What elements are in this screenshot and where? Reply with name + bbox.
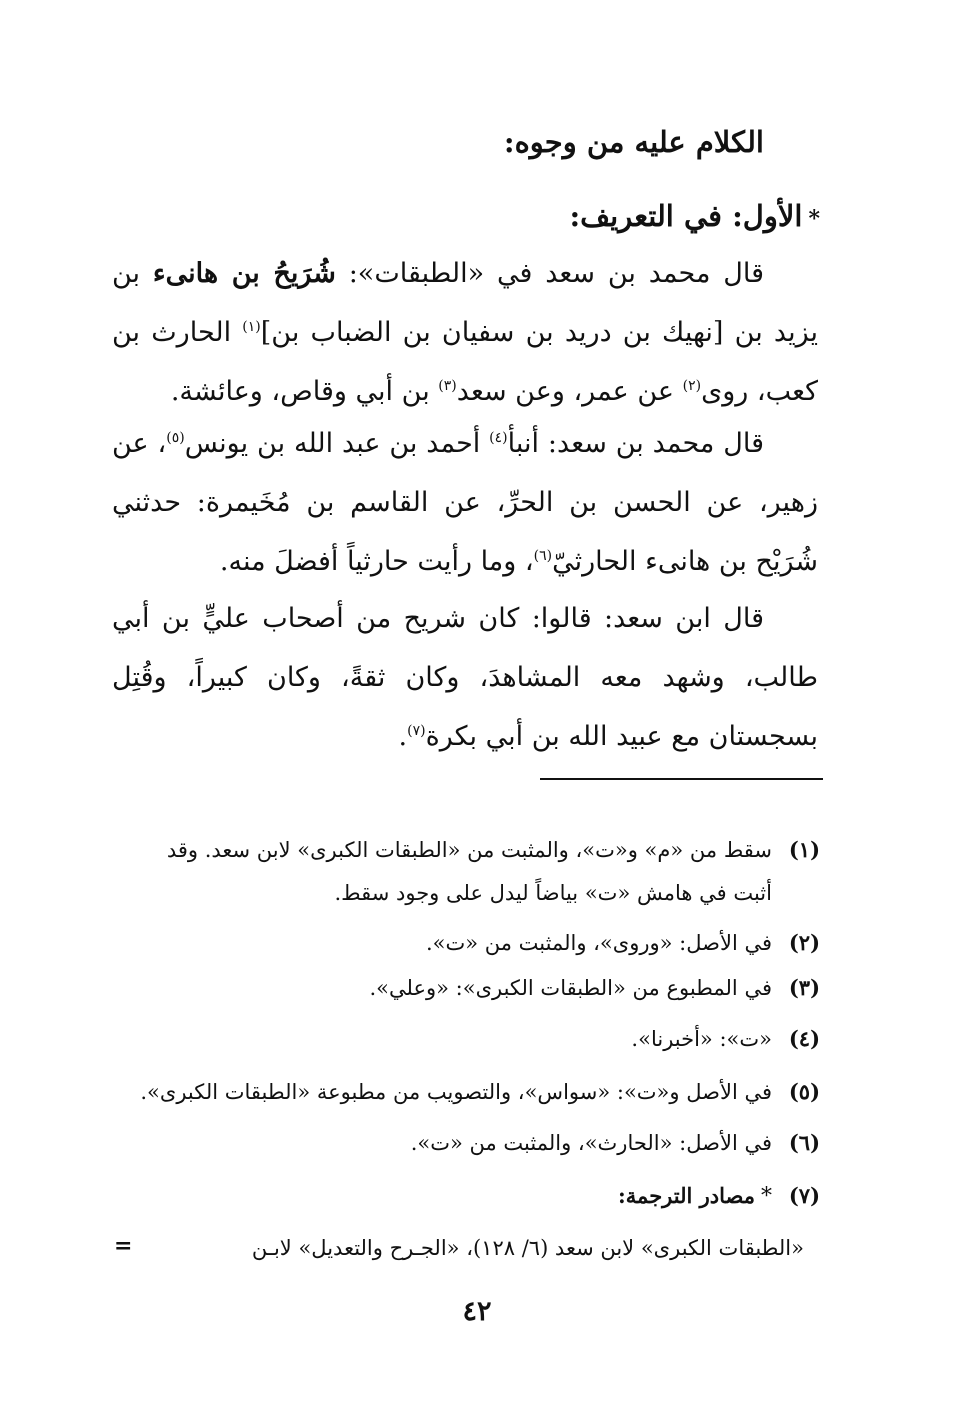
footnote-ref-5: (٥): [166, 430, 185, 446]
footnote-number: (٣): [788, 975, 820, 1000]
footnote-6: [110, 1128, 820, 1158]
footnote-text: «ت»: «أخبرنا».: [631, 1027, 772, 1051]
footnote-ref-7: (٧): [407, 723, 426, 739]
p1-text-f: بن أبي وقاص، وعائشة.: [170, 376, 439, 407]
p3-text-b: .: [398, 721, 408, 752]
p1-text-c: بن يزيد بن [نهيك بن دريد بن سفيان بن الضباب بن]: [112, 258, 819, 348]
page-heading: [110, 122, 764, 162]
star-marker-icon: *: [761, 1184, 772, 1209]
p1-text-e: عن عمر، وعن سعد: [456, 376, 683, 407]
p3-text-a: قال ابن سعد: قالوا: كان شريح من أصحاب عليٍّ بن أبي طالب، وشهد معه المشاهدَ، وكان ثقةً، وكان كبيراً، وقُتِل بسجستان مع عبيد الله بن أبي بكرة: [112, 603, 818, 752]
continuation-mark: =: [114, 1233, 133, 1259]
footnote-number: (١): [788, 837, 820, 862]
p2-text-c: ، عن زهير، عن الحسن بن الحرِّ، عن القاسم بن مُخَيمرة: حدثني شُرَيْح بن هانىء الحارثيّ: [112, 428, 818, 577]
footnote-continuation: أثبت في هامش «ت» بياضاً ليدل على وجود سقط.: [334, 881, 772, 905]
footnote-ref-3: (٣): [438, 378, 457, 394]
heading-text: الكلام عليه من وجوه:: [503, 125, 764, 159]
section-title-text: الأول: في التعريف:: [569, 199, 803, 233]
footnote-number: (٥): [788, 1079, 820, 1104]
p2-text-a: قال محمد بن سعد: أنبأ: [507, 428, 764, 459]
footnote-text: سقط من «م» و«ت»، والمثبت من «الطبقات الكبرى» لابن سعد. وقد: [166, 838, 772, 862]
p1-text-d: الحارث بن كعب، روى: [112, 317, 818, 407]
paragraph-2: [112, 414, 818, 591]
p1-text-a: قال محمد بن سعد في «الطبقات»:: [335, 258, 764, 289]
footnote-text: في الأصل: «الحارث»، والمثبت من «ت».: [410, 1131, 772, 1155]
sources-text: «الطبقات الكبرى» لابن سعد (٦/ ١٢٨)، «الجـرح والتعديل» لابـن: [251, 1236, 804, 1260]
footnote-7: [110, 1181, 820, 1212]
p1-name-bold: شُرَيحُ بن هانىء: [152, 258, 336, 289]
footnote-number: (٧): [788, 1183, 820, 1208]
footnote-number: (٢): [788, 930, 820, 955]
footnote-ref-6: (٦): [533, 548, 553, 564]
footnote-text: مصادر الترجمة:: [618, 1183, 755, 1208]
footnote-number: (٤): [788, 1026, 820, 1051]
footnote-3: [110, 973, 820, 1003]
paragraph-3: [112, 589, 818, 766]
footnote-2: [110, 928, 820, 958]
section-title: [110, 196, 820, 239]
p2-text-b: أحمد بن عبد الله بن يونس: [184, 428, 490, 459]
footnote-ref-2: (٢): [682, 378, 702, 394]
footnote-text: في الأصل و«ت»: «سواس»، والتصويب من مطبوعة «الطبقات الكبرى».: [140, 1080, 772, 1104]
footnote-divider: [540, 778, 823, 780]
page-number: ٤٢: [462, 1296, 492, 1327]
footnote-number: (٦): [788, 1130, 820, 1155]
sources-line: [112, 1233, 804, 1263]
footnote-ref-4: (٤): [489, 430, 508, 446]
footnote-text: في الأصل: «وروى»، والمثبت من «ت».: [425, 931, 772, 955]
star-marker-icon: *: [808, 206, 820, 232]
footnote-ref-1: (١): [242, 319, 261, 335]
paragraph-1: [112, 244, 818, 421]
footnote-text: في المطبوع من «الطبقات الكبرى»: «وعلي».: [369, 976, 772, 1000]
footnote-1: [110, 828, 820, 915]
footnote-4: [110, 1024, 820, 1054]
p2-text-d: ، وما رأيت حارثياً أفضلَ منه.: [219, 546, 534, 577]
footnote-5: [110, 1077, 820, 1107]
